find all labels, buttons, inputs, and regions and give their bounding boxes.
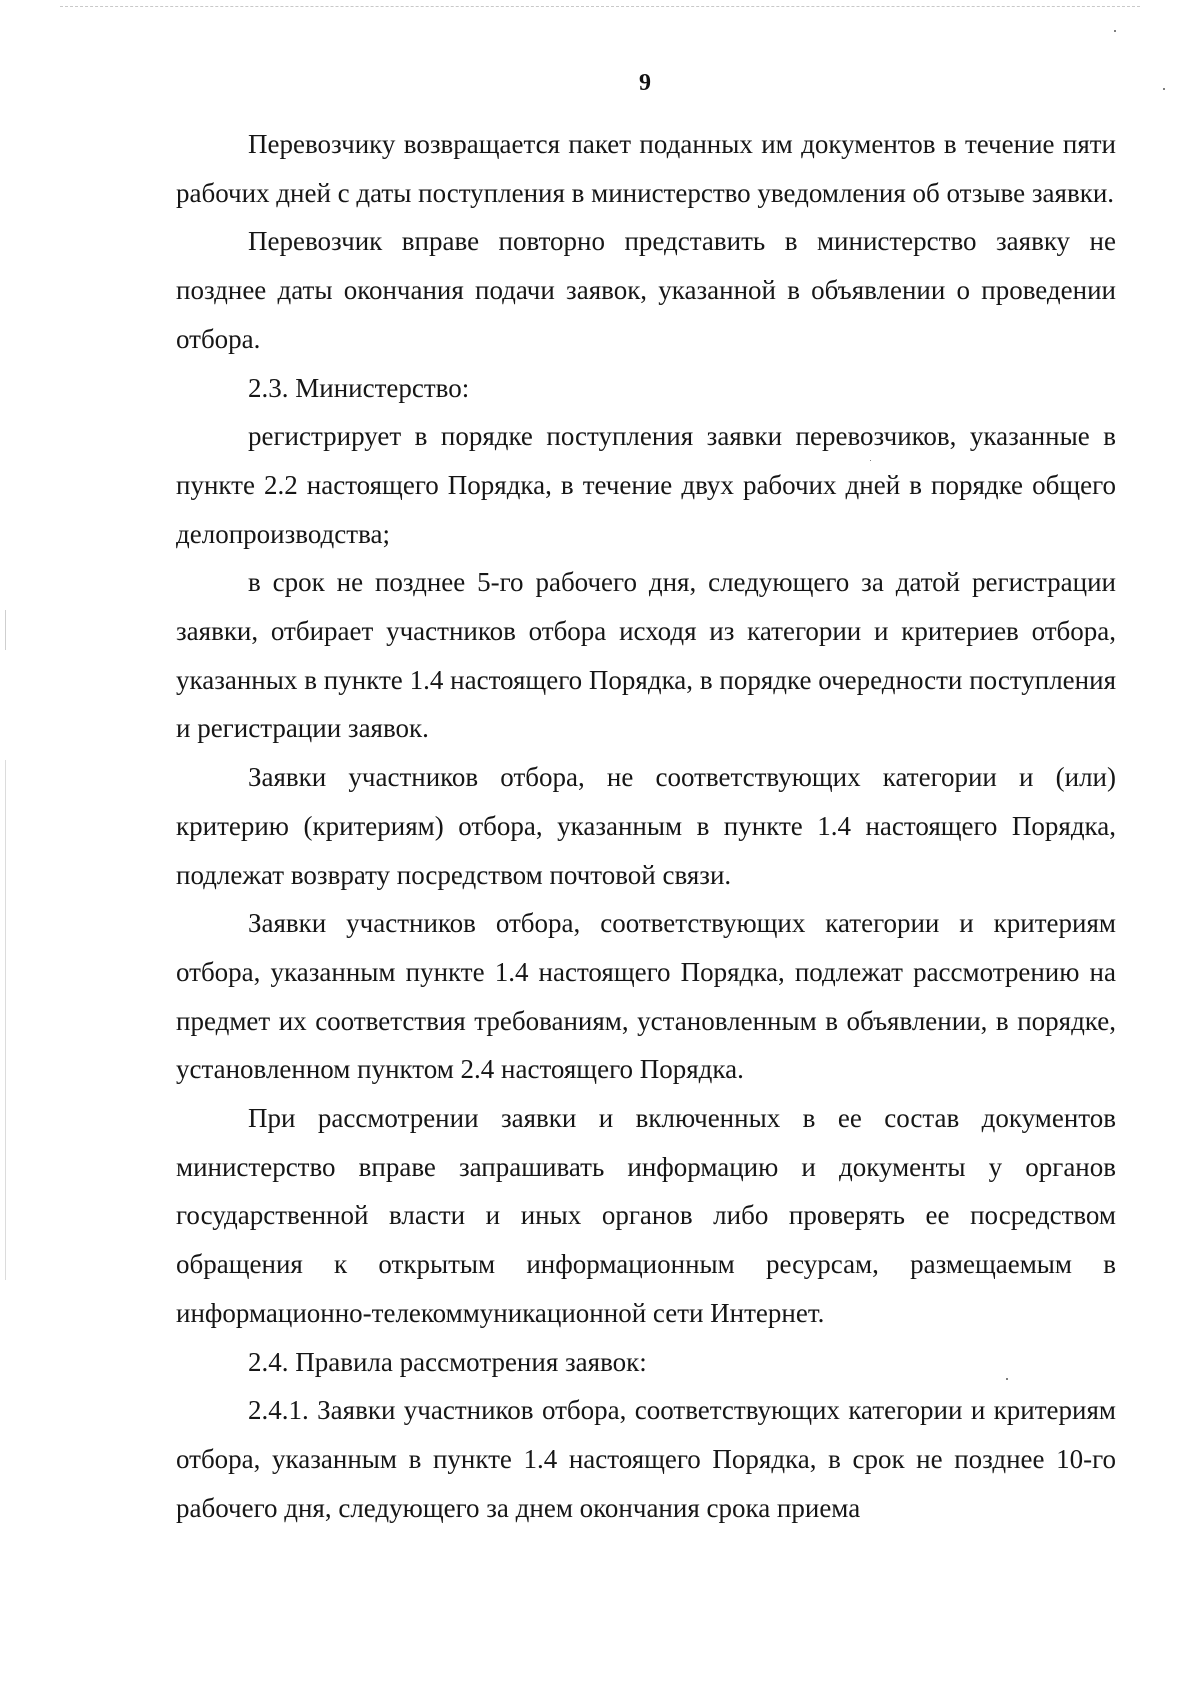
section-heading: 2.3. Министерство:	[248, 372, 470, 403]
paragraph: Перевозчик вправе повторно представить в министерство заявку не позднее даты окончания подачи заявок, указанной в объявлении о проведении отбора.	[176, 226, 1116, 354]
paragraph: Заявки участников отбора, соответствующих категории и критериям отбора, указанным пункте 1.4 настоящего Порядка, подлежат рассмотрению на предмет их соответствия требованиям, установленным в объявлении, в порядке, установленном пунктом 2.4 настоящего Порядка.	[176, 908, 1116, 1085]
scan-margin-mark	[5, 760, 6, 1280]
paragraph: При рассмотрении заявки и включенных в ее состав документов министерство вправе запрашивать информацию и документы у органов государственной власти и иных органов либо проверять ее посредством обращения к открытым информационным ресурсам, размещаемым в информационно-телекоммуникационной сети Интернет.	[176, 1103, 1116, 1328]
scan-margin-mark	[5, 610, 6, 650]
paragraph: Перевозчику возвращается пакет поданных им документов в течение пяти рабочих дней с даты поступления в министерство уведомления об отзыве заявки.	[176, 129, 1116, 208]
section-heading: 2.4. Правила рассмотрения заявок:	[248, 1346, 647, 1377]
paragraph: в срок не позднее 5-го рабочего дня, следующего за датой регистрации заявки, отбирает участников отбора исходя из категории и критериев отбора, указанных в пункте 1.4 настоящего Порядка, в порядке очередности поступления и регистрации заявок.	[176, 567, 1116, 744]
page-number: 9	[639, 70, 651, 96]
paragraph: 2.4.1. Заявки участников отбора, соответствующих категории и критериям отбора, указанным в пункте 1.4 настоящего Порядка, в срок не позднее 10-го рабочего дня, следующего за днем окончания срока приема	[176, 1395, 1116, 1523]
paragraph: регистрирует в порядке поступления заявки перевозчиков, указанные в пункте 2.2 настоящего Порядка, в течение двух рабочих дней в порядке общего делопроизводства;	[176, 421, 1116, 549]
document-body	[176, 120, 1116, 1532]
scan-speck	[1114, 30, 1116, 32]
paragraph: Заявки участников отбора, не соответствующих категории и (или) критерию (критериям) отбора, указанным в пункте 1.4 настоящего Порядка, подлежат возврату посредством почтовой связи.	[176, 762, 1116, 890]
scan-top-edge	[60, 6, 1140, 7]
